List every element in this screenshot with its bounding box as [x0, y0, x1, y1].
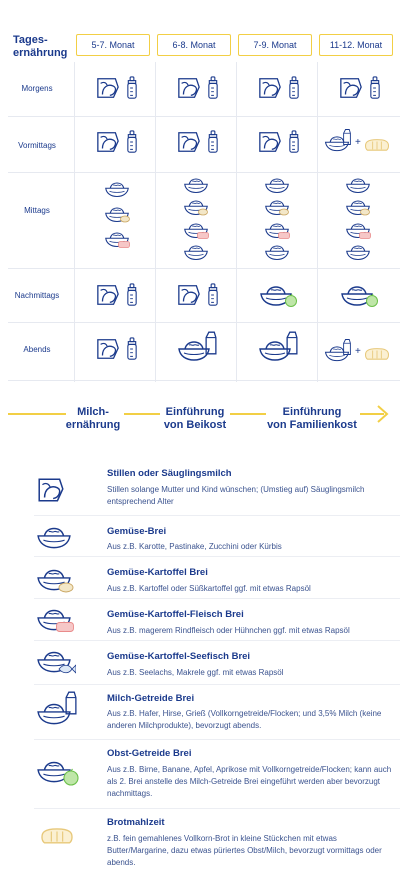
phase-label-familienkost: [262, 406, 362, 432]
table-title: [13, 34, 67, 60]
column-divider: [74, 62, 75, 382]
bowl-fish-icon: [183, 243, 209, 261]
title-line-2: ernährung: [13, 47, 68, 59]
column-divider: [317, 62, 318, 382]
bowl-icon: [345, 176, 371, 194]
phase-label-line: ernährung: [65, 419, 121, 431]
legend-divider: [34, 684, 400, 685]
legend-title: Gemüse-Kartoffel Brei: [107, 567, 208, 578]
bottle-icon: [126, 130, 138, 154]
bottle-icon: [288, 130, 300, 154]
fish-icon: [58, 664, 76, 674]
column-divider: [236, 62, 237, 382]
phase-label-line: von Familienkost: [267, 419, 357, 431]
potato-icon: [120, 215, 130, 223]
meat-icon: [278, 232, 290, 239]
row-divider: [8, 322, 400, 323]
row-label-mittags: Mittags: [24, 206, 50, 215]
milk-carton-icon: [342, 128, 352, 146]
row-label-abends: Abends: [23, 345, 51, 354]
phase-label-beikost: [158, 406, 232, 432]
column-divider: [155, 62, 156, 382]
breastfeeding-icon: [338, 76, 364, 100]
breastfeeding-icon: [95, 76, 121, 100]
milk-carton-icon: [204, 330, 218, 356]
arrow-head-icon: [376, 404, 390, 424]
potato-icon: [198, 208, 208, 216]
legend-desc: Aus z.B. Karotte, Pastinake, Zucchini oder Kürbis: [107, 542, 282, 551]
bowl-icon: [104, 180, 130, 198]
legend-divider: [34, 598, 400, 599]
bowl-icon: [36, 524, 72, 550]
row-label-nachmittags: Nachmittags: [14, 291, 60, 300]
bread-icon: [40, 826, 74, 846]
bottle-icon: [207, 283, 219, 307]
row-divider: [8, 116, 400, 117]
apple-icon: [284, 293, 298, 307]
potato-icon: [58, 582, 74, 593]
meat-icon: [118, 241, 130, 248]
row-label-vormittags: Vormittags: [18, 141, 56, 150]
breastfeeding-icon: [95, 130, 121, 154]
milk-carton-icon: [64, 690, 78, 716]
phase-label-milch: [60, 406, 126, 432]
bottle-icon: [207, 130, 219, 154]
legend-desc: Stillen solange Mutter und Kind wünschen; (Umstieg auf) Säuglingsmilch entsprechend Alter: [107, 485, 365, 506]
legend-desc: Aus z.B. magerem Rindfleisch oder Hühnchen ggf. mit etwas Rapsöl: [107, 626, 350, 635]
column-header-3: 7-9. Monat: [238, 34, 312, 56]
legend-title: Obst-Getreide Brei: [107, 748, 192, 759]
legend-divider: [34, 556, 400, 557]
bottle-icon: [126, 337, 138, 361]
bottle-icon: [369, 76, 381, 100]
phase-label-line: Milch-: [77, 406, 109, 418]
plus-icon: +: [355, 137, 361, 148]
breastfeeding-icon: [36, 476, 66, 504]
breastfeeding-icon: [95, 337, 121, 361]
apple-icon: [62, 768, 80, 786]
legend-desc: Aus z.B. Kartoffel oder Süßkartoffel ggf. mit etwas Rapsöl: [107, 584, 311, 593]
bread-icon: [364, 138, 390, 152]
legend-title: Gemüse-Kartoffel-Seefisch Brei: [107, 651, 251, 662]
potato-icon: [279, 208, 289, 216]
meat-icon: [359, 232, 371, 239]
legend-title: Gemüse-Brei: [107, 526, 167, 537]
legend-title: Gemüse-Kartoffel-Fleisch Brei: [107, 609, 244, 620]
bowl-icon: [264, 176, 290, 194]
bowl-icon: [183, 176, 209, 194]
phase-arrow-segment: [230, 413, 266, 415]
bottle-icon: [126, 76, 138, 100]
phase-arrow-segment: [124, 413, 160, 415]
row-divider: [8, 172, 400, 173]
bottle-icon: [207, 76, 219, 100]
legend-divider: [34, 739, 400, 740]
breastfeeding-icon: [176, 283, 202, 307]
breastfeeding-icon: [95, 283, 121, 307]
legend-title: Brotmahlzeit: [107, 817, 165, 828]
meat-icon: [56, 622, 74, 632]
legend-title: Milch-Getreide Brei: [107, 693, 195, 704]
bread-icon: [364, 347, 390, 361]
breastfeeding-icon: [176, 76, 202, 100]
legend-desc: z.B. fein gemahlenes Vollkorn-Brot in kleine Stückchen mit etwas Butter/Margarine, dazu etwas püriertes Obst/Milch, bevorzugt vormittags oder abends.: [107, 834, 382, 867]
bottle-icon: [126, 283, 138, 307]
breastfeeding-icon: [257, 76, 283, 100]
legend-desc: Aus z.B. Hafer, Hirse, Grieß (Vollkorngetreide/Flocken; und 3,5% Milch (keine anderen Milchprodukte), bevorzugt abends.: [107, 709, 382, 730]
legend-divider: [34, 808, 400, 809]
bottle-icon: [288, 76, 300, 100]
legend-divider: [34, 515, 400, 516]
breastfeeding-icon: [257, 130, 283, 154]
legend-desc: Aus z.B. Seelachs, Makrele ggf. mit etwas Rapsöl: [107, 668, 284, 677]
apple-icon: [365, 293, 379, 307]
legend-title: Stillen oder Säuglingsmilch: [107, 468, 232, 479]
phase-arrow-segment: [8, 413, 66, 415]
bowl-fish-icon: [345, 243, 371, 261]
phase-label-line: von Beikost: [163, 419, 227, 431]
column-header-1: 5-7. Monat: [76, 34, 150, 56]
phase-label-line: Einführung: [165, 406, 225, 418]
meat-icon: [197, 232, 209, 239]
row-divider: [8, 268, 400, 269]
breastfeeding-icon: [176, 130, 202, 154]
bowl-fish-icon: [264, 243, 290, 261]
column-header-2: 6-8. Monat: [157, 34, 231, 56]
potato-icon: [360, 208, 370, 216]
phase-label-line: Einführung: [282, 406, 342, 418]
legend-divider: [34, 640, 400, 641]
column-header-4: 11-12. Monat: [319, 34, 393, 56]
title-line-1: Tages-: [13, 34, 48, 46]
legend-desc: Aus z.B. Birne, Banane, Apfel, Aprikose mit Vollkorngetreide/Flocken; kann auch als 2. Brei anstelle des Milch-Getreide Brei eingeführt werden aber bevorzugt nachmittags.: [107, 765, 392, 798]
row-label-morgens: Morgens: [21, 84, 53, 93]
milk-carton-icon: [285, 330, 299, 356]
row-divider: [8, 380, 400, 381]
plus-icon: +: [355, 346, 361, 357]
milk-carton-icon: [342, 338, 352, 356]
